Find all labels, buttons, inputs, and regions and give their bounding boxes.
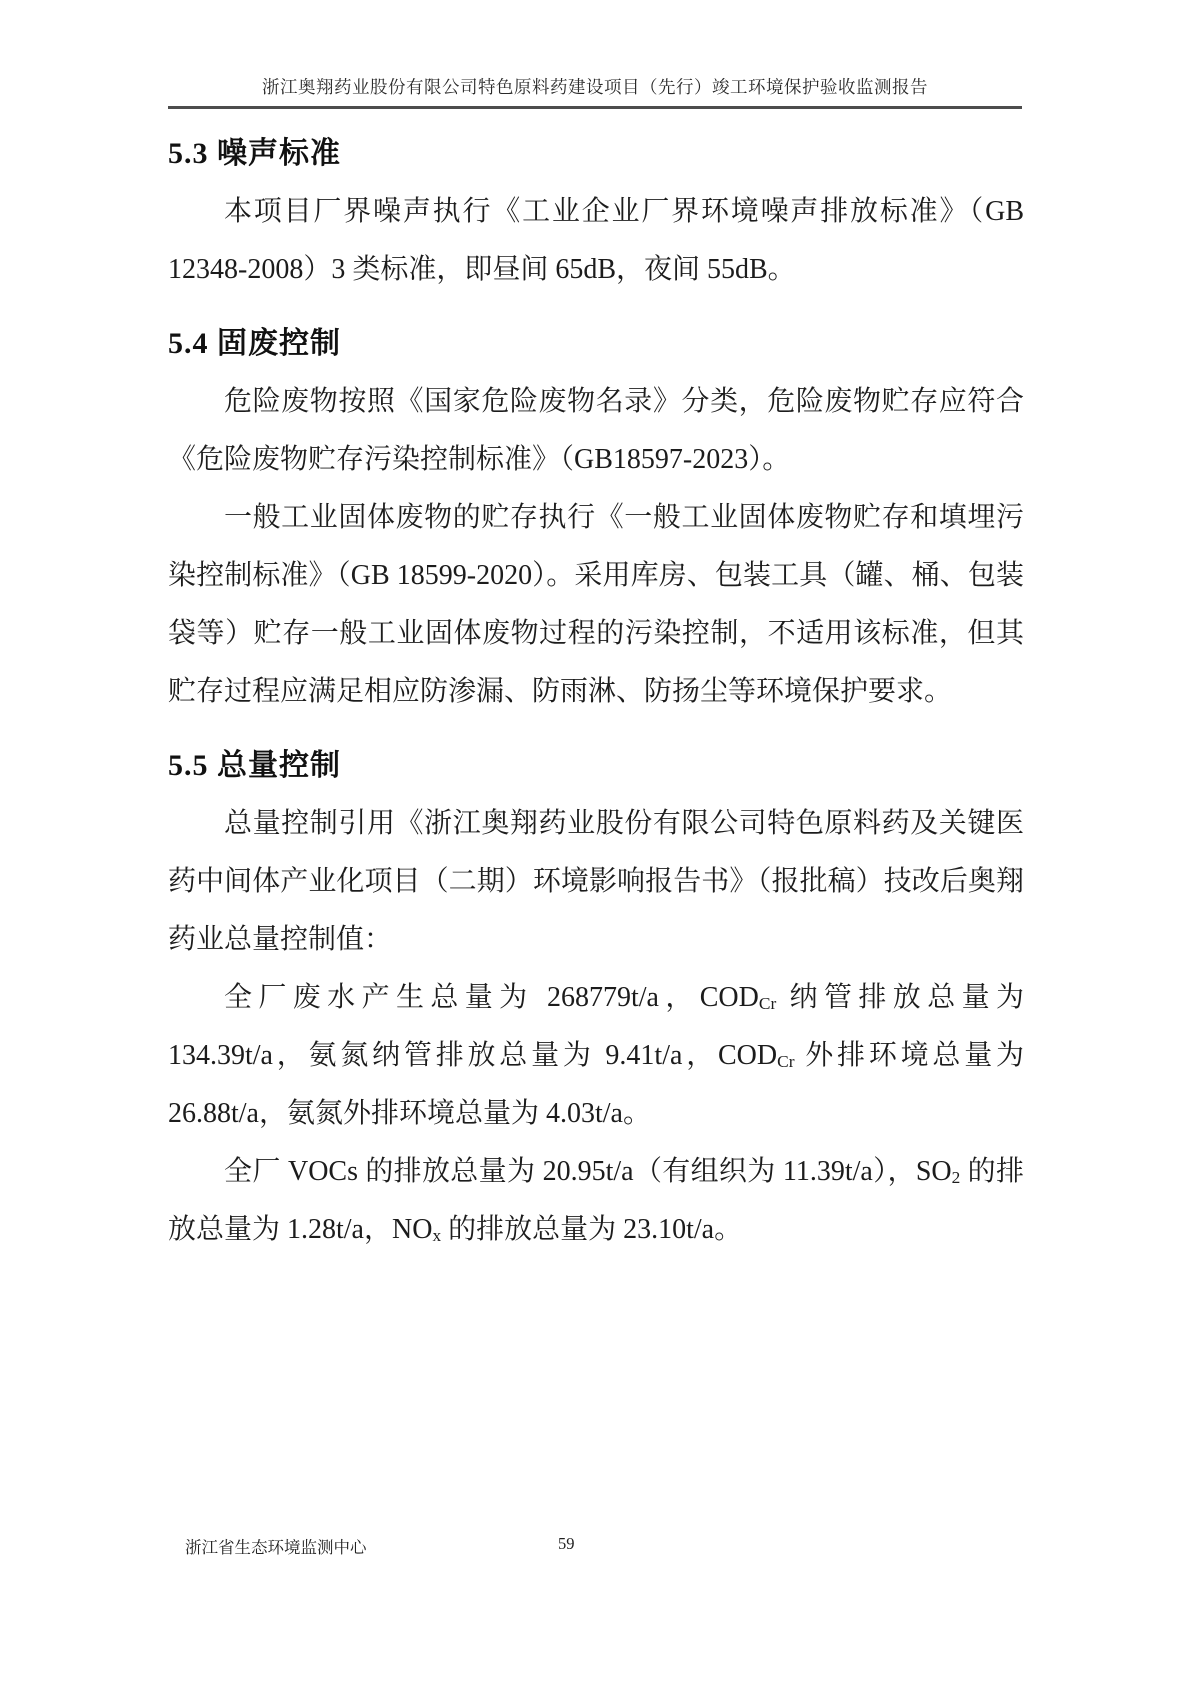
paragraph-noise-standard: 本项目厂界噪声执行《工业企业厂界环境噪声排放标准》（GB 12348-2008）3 类标准，即昼间 65dB，夜间 55dB。 [168, 196, 1024, 285]
footer-organization: 浙江省生态环境监测中心 [185, 1538, 367, 1557]
header-rule [168, 106, 1022, 109]
paragraph-air-emission-totals: 全厂 VOCs 的排放总量为 20.95t/a（有组织为 11.39t/a），$SO_2$ 的排放总量为 1.28t/a，$NO_x$ 的排放总量为 23.10t/a。 [168, 1156, 1024, 1246]
document-body [168, 133, 1024, 1259]
paragraph-wastewater-totals: 全厂废水产生总量为 268779t/a，$COD_{Cr}$ 纳管排放总量为 134.39t/a，氨氮纳管排放总量为 9.41t/a，$COD_{Cr}$ 外排环境总量为 26.88t/a，氨氮外排环境总量为 4.03t/a。 [168, 982, 1024, 1129]
paragraph-hazardous-waste: 危险废物按照《国家危险废物名录》分类，危险废物贮存应符合《危险废物贮存污染控制标准》（GB18597-2023）。 [168, 386, 1024, 475]
paragraph-general-solid-waste: 一般工业固体废物的贮存执行《一般工业固体废物贮存和填埋污染控制标准》（GB 18599-2020）。采用库房、包装工具（罐、桶、包装袋等）贮存一般工业固体废物过程的污染控制，不适用该标准，但其贮存过程应满足相应防渗漏、防雨淋、防扬尘等环境保护要求。 [168, 502, 1024, 707]
footer-page-number: 59 [558, 1534, 575, 1553]
section-heading-5-4: 5.4 固废控制 [168, 327, 341, 360]
page-header [168, 76, 1022, 109]
section-heading-5-5: 5.5 总量控制 [168, 749, 341, 782]
section-heading-5-3: 5.3 噪声标准 [168, 137, 341, 170]
paragraph-total-control-intro: 总量控制引用《浙江奥翔药业股份有限公司特色原料药及关键医药中间体产业化项目（二期）环境影响报告书》（报批稿）技改后奥翔药业总量控制值： [168, 808, 1024, 955]
header-title: 浙江奥翔药业股份有限公司特色原料药建设项目（先行）竣工环境保护验收监测报告 [262, 77, 928, 97]
